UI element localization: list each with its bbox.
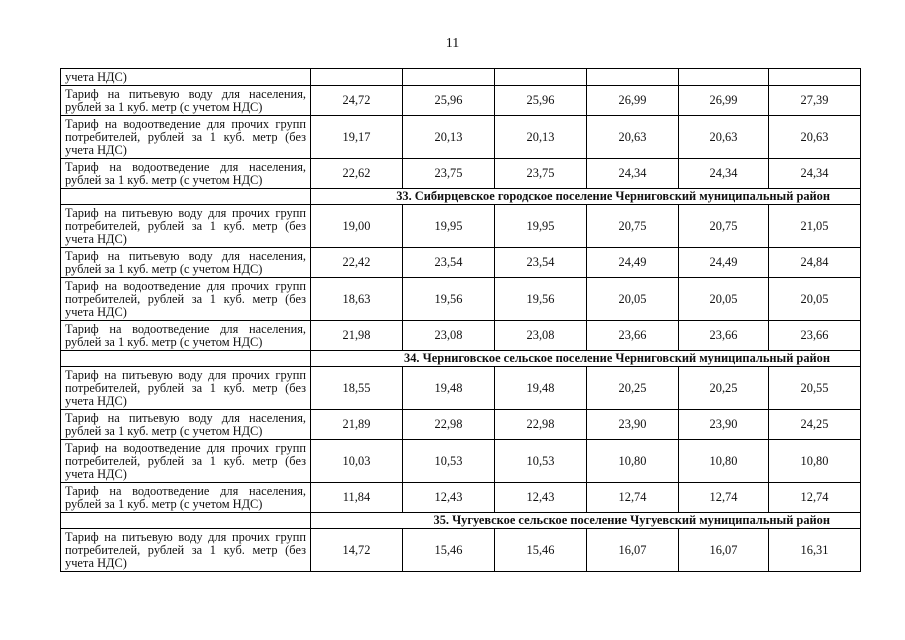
row-label: Тариф на питьевую воду для прочих групп потребителей, рублей за 1 куб. метр (без учета НДС) xyxy=(61,529,311,572)
tariff-value: 12,43 xyxy=(495,483,587,513)
section-title: 34. Черниговское сельское поселение Черниговский муниципальный район xyxy=(311,351,861,367)
tariff-value: 10,80 xyxy=(587,440,679,483)
tariff-value: 23,54 xyxy=(403,248,495,278)
tariff-value: 24,72 xyxy=(311,86,403,116)
tariff-value: 20,63 xyxy=(587,116,679,159)
row-label: Тариф на питьевую воду для населения, рублей за 1 куб. метр (с учетом НДС) xyxy=(61,248,311,278)
tariff-value: 24,84 xyxy=(769,248,861,278)
table-row xyxy=(61,410,861,440)
tariff-value: 19,95 xyxy=(403,205,495,248)
tariff-value: 12,74 xyxy=(587,483,679,513)
empty-cell xyxy=(495,69,587,86)
tariff-value: 21,98 xyxy=(311,321,403,351)
tariff-value: 24,34 xyxy=(679,159,769,189)
empty-cell xyxy=(61,189,311,205)
tariff-value: 25,96 xyxy=(403,86,495,116)
tariff-value: 24,49 xyxy=(679,248,769,278)
section-row xyxy=(61,189,861,205)
tariff-value: 14,72 xyxy=(311,529,403,572)
table-row xyxy=(61,367,861,410)
row-label: Тариф на питьевую воду для населения, рублей за 1 куб. метр (с учетом НДС) xyxy=(61,86,311,116)
tariff-value: 26,99 xyxy=(587,86,679,116)
tariff-value: 20,75 xyxy=(587,205,679,248)
table-row xyxy=(61,440,861,483)
tariff-value: 10,80 xyxy=(769,440,861,483)
tariff-value: 23,08 xyxy=(403,321,495,351)
tariff-value: 23,75 xyxy=(495,159,587,189)
empty-cell xyxy=(769,69,861,86)
tariff-value: 20,13 xyxy=(495,116,587,159)
tariff-value: 19,17 xyxy=(311,116,403,159)
tariff-value: 23,90 xyxy=(587,410,679,440)
tariff-value: 27,39 xyxy=(769,86,861,116)
tariff-value: 26,99 xyxy=(679,86,769,116)
row-label: Тариф на водоотведение для населения, рублей за 1 куб. метр (с учетом НДС) xyxy=(61,159,311,189)
tariff-value: 24,34 xyxy=(587,159,679,189)
tariff-value: 23,66 xyxy=(587,321,679,351)
tariff-value: 23,75 xyxy=(403,159,495,189)
tariff-table-body xyxy=(61,69,861,572)
tariff-value: 12,43 xyxy=(403,483,495,513)
tariff-value: 20,25 xyxy=(587,367,679,410)
tariff-value: 22,62 xyxy=(311,159,403,189)
tariff-value: 23,66 xyxy=(769,321,861,351)
tariff-value: 20,55 xyxy=(769,367,861,410)
tariff-value: 20,63 xyxy=(769,116,861,159)
row-label: Тариф на водоотведение для населения, рублей за 1 куб. метр (с учетом НДС) xyxy=(61,483,311,513)
tariff-value: 20,25 xyxy=(679,367,769,410)
tariff-value: 24,49 xyxy=(587,248,679,278)
tariff-value: 19,56 xyxy=(495,278,587,321)
tariff-value: 10,80 xyxy=(679,440,769,483)
tariff-value: 18,55 xyxy=(311,367,403,410)
tariff-value: 19,00 xyxy=(311,205,403,248)
tariff-value: 19,48 xyxy=(495,367,587,410)
table-row xyxy=(61,321,861,351)
tariff-value: 20,13 xyxy=(403,116,495,159)
tariff-value: 15,46 xyxy=(403,529,495,572)
tariff-value: 20,05 xyxy=(769,278,861,321)
empty-cell xyxy=(311,69,403,86)
tariff-value: 16,07 xyxy=(587,529,679,572)
table-row xyxy=(61,278,861,321)
empty-cell xyxy=(403,69,495,86)
empty-cell xyxy=(61,513,311,529)
tariff-value: 20,05 xyxy=(587,278,679,321)
table-row xyxy=(61,248,861,278)
empty-cell xyxy=(61,351,311,367)
row-label: Тариф на водоотведение для прочих групп потребителей, рублей за 1 куб. метр (без учета НДС) xyxy=(61,278,311,321)
table-row xyxy=(61,483,861,513)
page-number: 11 xyxy=(445,36,460,51)
table-row xyxy=(61,529,861,572)
tariff-value: 24,25 xyxy=(769,410,861,440)
section-title: 33. Сибирцевское городское поселение Черниговский муниципальный район xyxy=(311,189,861,205)
tariff-value: 10,53 xyxy=(495,440,587,483)
section-row xyxy=(61,513,861,529)
table-row xyxy=(61,116,861,159)
row-label: учета НДС) xyxy=(61,69,311,86)
row-label: Тариф на водоотведение для населения, рублей за 1 куб. метр (с учетом НДС) xyxy=(61,321,311,351)
tariff-value: 10,03 xyxy=(311,440,403,483)
row-label: Тариф на водоотведение для прочих групп потребителей, рублей за 1 куб. метр (без учета НДС) xyxy=(61,116,311,159)
tariff-value: 24,34 xyxy=(769,159,861,189)
tariff-value: 22,98 xyxy=(495,410,587,440)
table-row xyxy=(61,69,861,86)
tariff-value: 22,42 xyxy=(311,248,403,278)
tariff-value: 12,74 xyxy=(769,483,861,513)
tariff-value: 10,53 xyxy=(403,440,495,483)
tariff-value: 19,48 xyxy=(403,367,495,410)
row-label: Тариф на питьевую воду для прочих групп потребителей, рублей за 1 куб. метр (без учета НДС) xyxy=(61,367,311,410)
table-row xyxy=(61,205,861,248)
tariff-value: 19,56 xyxy=(403,278,495,321)
tariff-value: 18,63 xyxy=(311,278,403,321)
tariff-value: 21,05 xyxy=(769,205,861,248)
section-title: 35. Чугуевское сельское поселение Чугуевский муниципальный район xyxy=(311,513,861,529)
tariff-value: 23,66 xyxy=(679,321,769,351)
tariff-table xyxy=(60,68,861,572)
row-label: Тариф на водоотведение для прочих групп потребителей, рублей за 1 куб. метр (без учета НДС) xyxy=(61,440,311,483)
tariff-value: 25,96 xyxy=(495,86,587,116)
row-label: Тариф на питьевую воду для населения, рублей за 1 куб. метр (с учетом НДС) xyxy=(61,410,311,440)
tariff-value: 23,08 xyxy=(495,321,587,351)
table-row xyxy=(61,86,861,116)
tariff-value: 15,46 xyxy=(495,529,587,572)
tariff-value: 16,07 xyxy=(679,529,769,572)
tariff-value: 19,95 xyxy=(495,205,587,248)
tariff-value: 11,84 xyxy=(311,483,403,513)
tariff-value: 23,90 xyxy=(679,410,769,440)
empty-cell xyxy=(587,69,679,86)
tariff-value: 20,05 xyxy=(679,278,769,321)
tariff-value: 20,63 xyxy=(679,116,769,159)
tariff-value: 21,89 xyxy=(311,410,403,440)
tariff-value: 23,54 xyxy=(495,248,587,278)
tariff-value: 22,98 xyxy=(403,410,495,440)
tariff-value: 16,31 xyxy=(769,529,861,572)
tariff-value: 12,74 xyxy=(679,483,769,513)
empty-cell xyxy=(679,69,769,86)
table-row xyxy=(61,159,861,189)
section-row xyxy=(61,351,861,367)
tariff-value: 20,75 xyxy=(679,205,769,248)
row-label: Тариф на питьевую воду для прочих групп потребителей, рублей за 1 куб. метр (без учета НДС) xyxy=(61,205,311,248)
